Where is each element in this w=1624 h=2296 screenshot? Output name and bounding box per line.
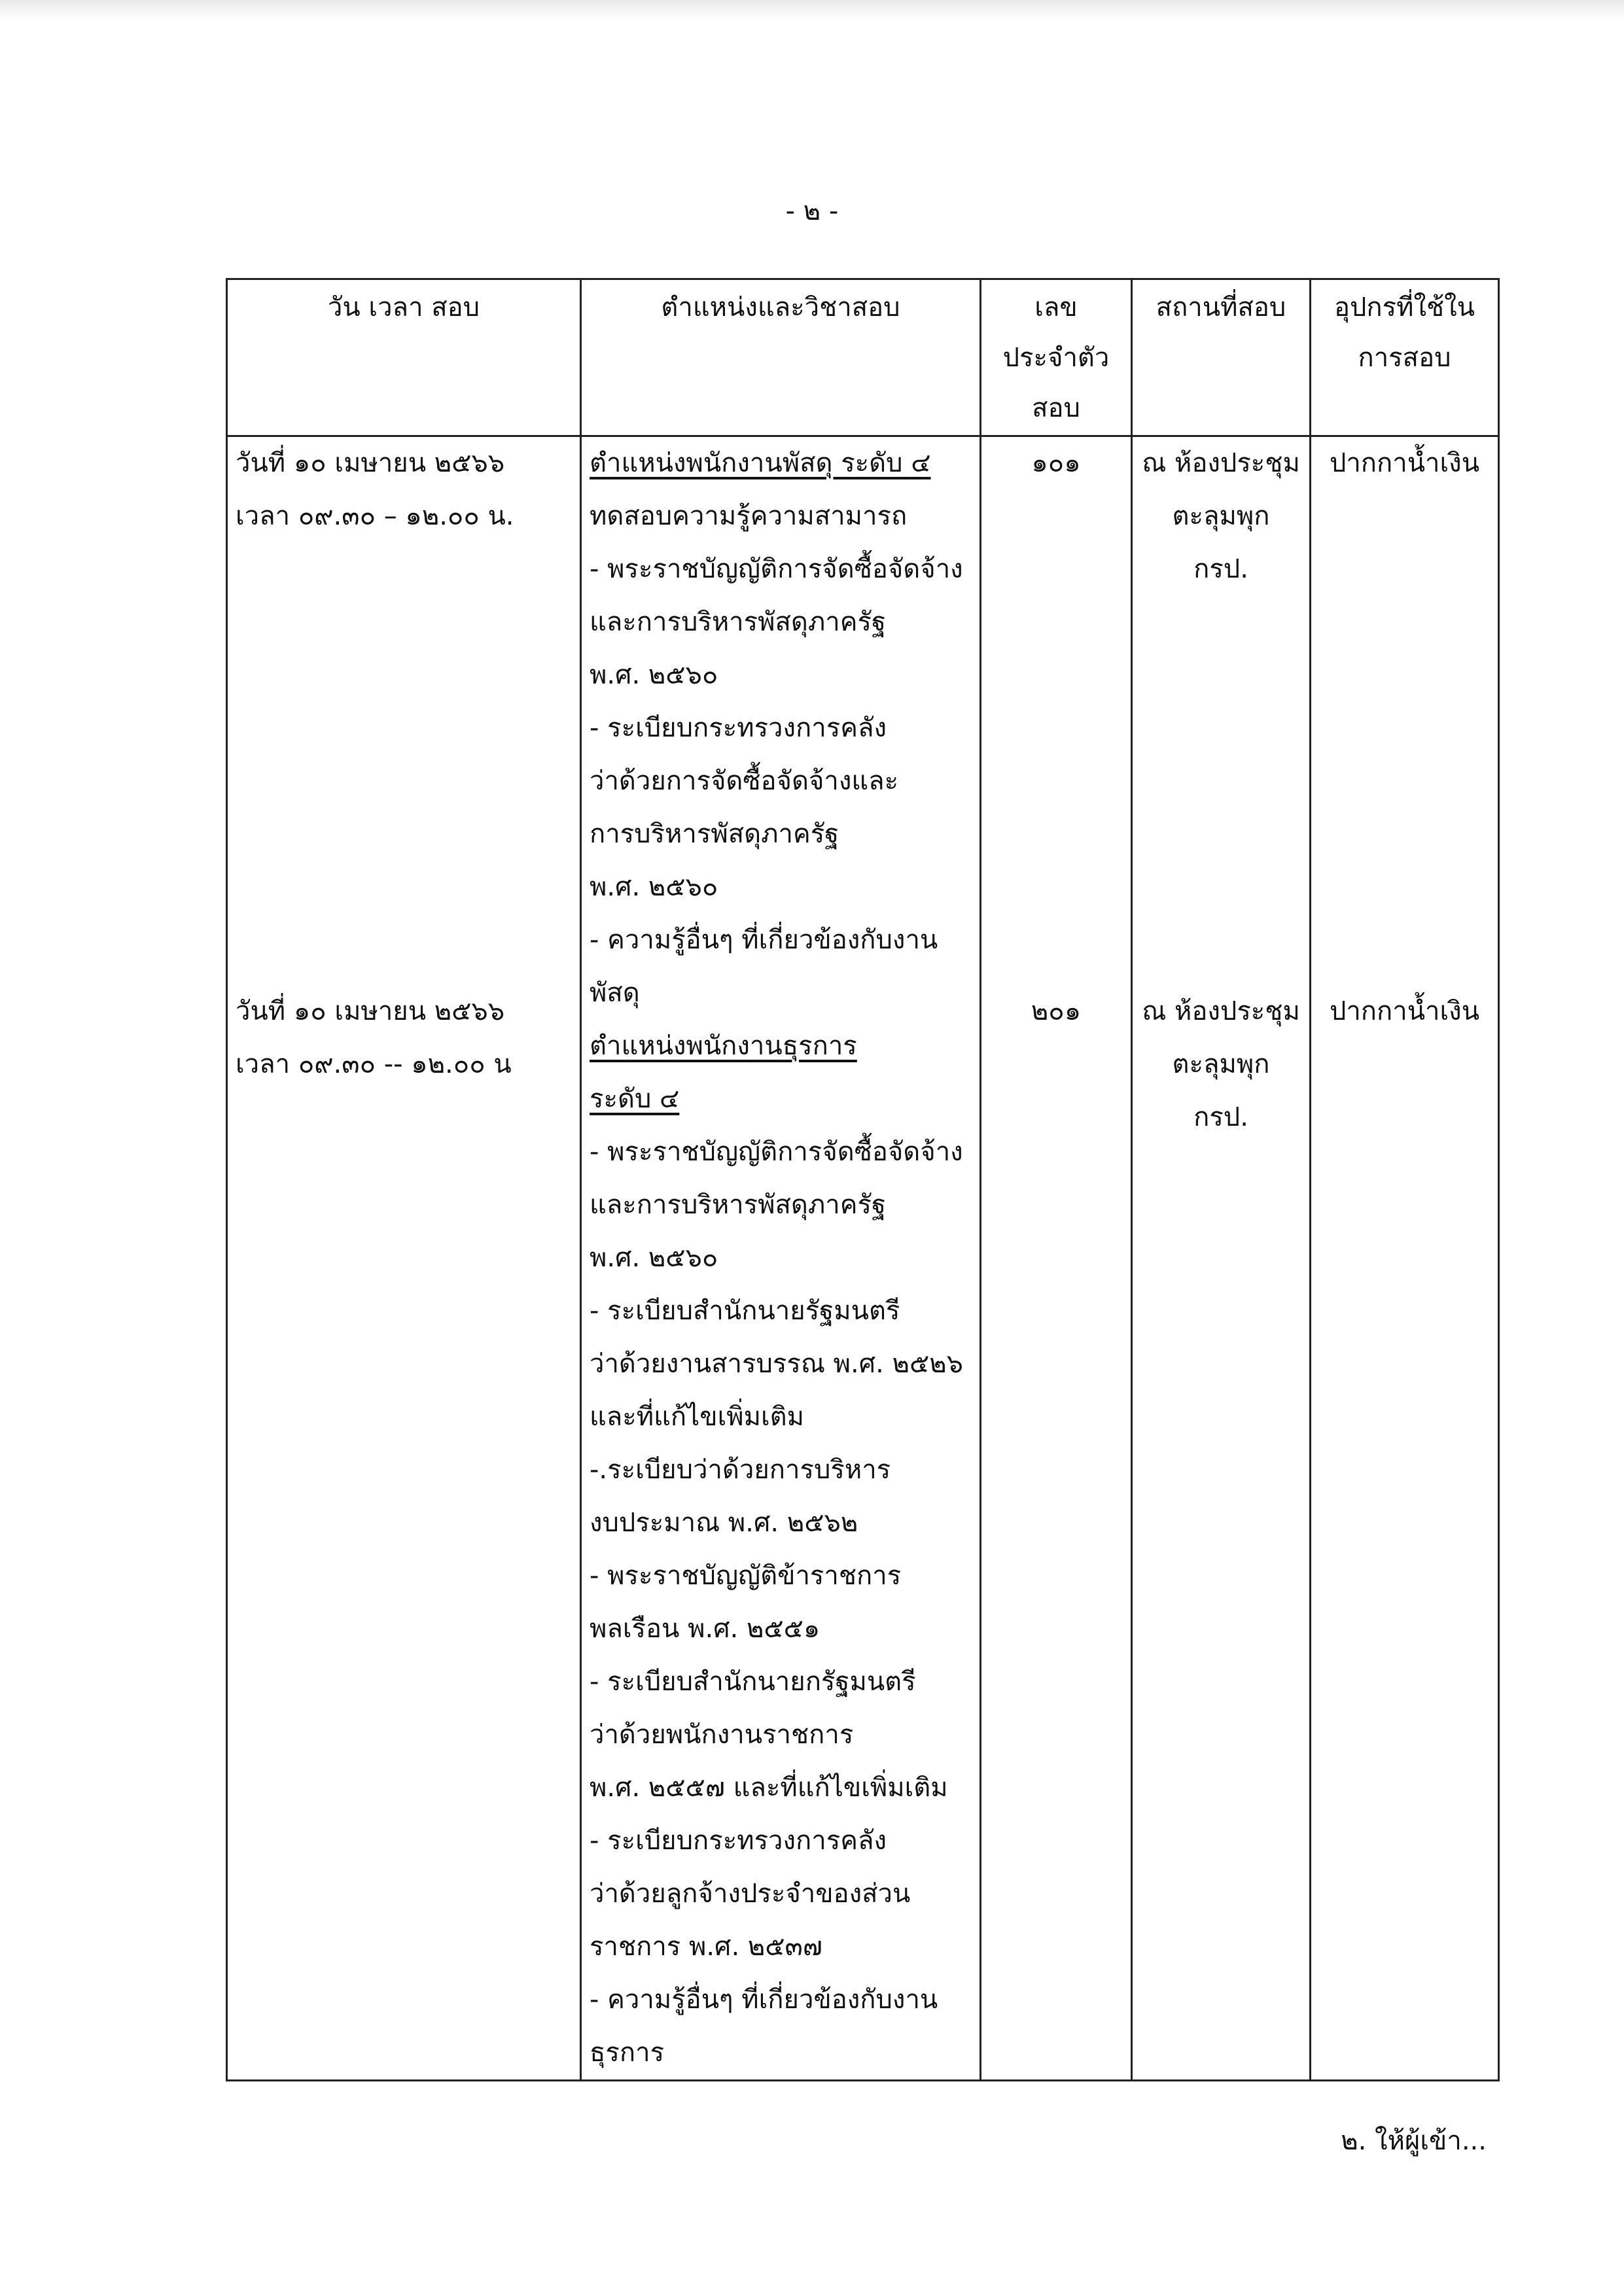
header-date-time: วัน เวลา สอบ bbox=[227, 279, 581, 436]
subject-line: งบประมาณ พ.ศ. ๒๕๖๒ bbox=[590, 1508, 858, 1538]
subject-line: ว่าด้วยลูกจ้างประจำของส่วน bbox=[590, 1879, 911, 1909]
subject-line: - ระเบียบกระทรวงการคลัง bbox=[590, 713, 887, 743]
header-equipment bbox=[1311, 279, 1499, 436]
subject-line: พ.ศ. ๒๕๖๐ bbox=[590, 872, 718, 902]
position-title: ตำแหน่งพนักงานพัสดุ ระดับ ๔ bbox=[590, 448, 931, 478]
exam-number: ๒๐๑ bbox=[1031, 996, 1082, 1026]
subject-line: ทดสอบความรู้ความสามารถ bbox=[590, 501, 908, 531]
subject-line: - ระเบียบกระทรวงการคลัง bbox=[590, 1826, 887, 1856]
exam-time: เวลา ๐๙.๓๐ – ๑๒.๐๐ น. bbox=[236, 501, 514, 531]
subject-line: พัสดุ bbox=[590, 978, 640, 1008]
venue-entry-2 bbox=[1140, 985, 1301, 1144]
header-exam-number bbox=[981, 279, 1132, 436]
subject-line: - ระเบียบสำนักนายกรัฐมนตรี bbox=[590, 1667, 916, 1697]
equipment: ปากกาน้ำเงิน bbox=[1329, 448, 1480, 478]
exam-time: เวลา ๐๙.๓๐ -- ๑๒.๐๐ น bbox=[236, 1049, 512, 1079]
exam-schedule-table bbox=[226, 278, 1500, 2081]
header-equipment-line: อุปกรที่ใช้ใน bbox=[1333, 292, 1475, 322]
position-subject-cell bbox=[581, 436, 981, 2081]
subject-line: ว่าด้วยงานสารบรรณ พ.ศ. ๒๕๒๖ bbox=[590, 1349, 963, 1379]
subject-line: - ความรู้อื่นๆ ที่เกี่ยวข้องกับงาน bbox=[590, 1985, 938, 2015]
subject-line: ราชการ พ.ศ. ๒๕๓๗ bbox=[590, 1932, 822, 1962]
subject-line: พ.ศ. ๒๕๕๗ และที่แก้ไขเพิ่มเติม bbox=[590, 1773, 948, 1803]
table-header-row bbox=[227, 279, 1499, 436]
exam-date-entry-1 bbox=[236, 437, 572, 985]
position-entry-2 bbox=[590, 1020, 972, 2079]
venue-line: กรป. bbox=[1193, 554, 1248, 584]
equipment-entry-2 bbox=[1319, 985, 1490, 1038]
header-exam-number-line: ประจำตัว bbox=[1002, 343, 1110, 373]
venue-cell bbox=[1132, 436, 1311, 2081]
subject-line: พ.ศ. ๒๕๖๐ bbox=[590, 660, 718, 690]
exam-number-entry-2 bbox=[989, 985, 1123, 1038]
subject-line: และการบริหารพัสดุภาครัฐ bbox=[590, 1190, 887, 1220]
subject-line: - ความรู้อื่นๆ ที่เกี่ยวข้องกับงาน bbox=[590, 925, 938, 955]
continuation-note: ๒. ให้ผู้เข้า... bbox=[1341, 2126, 1487, 2156]
header-equipment-line: การสอบ bbox=[1358, 343, 1451, 373]
subject-line: การบริหารพัสดุภาครัฐ bbox=[590, 819, 839, 849]
page-number: - ๒ - bbox=[785, 196, 839, 226]
position-title: ตำแหน่งพนักงานธุรการ bbox=[590, 1031, 857, 1061]
venue-line: ตะลุมพุก bbox=[1172, 1049, 1270, 1079]
venue-entry-1 bbox=[1140, 437, 1301, 985]
exam-number-entry-1 bbox=[989, 437, 1123, 985]
header-exam-number-line: สอบ bbox=[1032, 393, 1080, 423]
header-position-subject: ตำแหน่งและวิชาสอบ bbox=[581, 279, 981, 436]
scan-edge-shadow bbox=[0, 0, 1624, 20]
subject-line: และที่แก้ไขเพิ่มเติม bbox=[590, 1402, 805, 1432]
position-level: ระดับ ๔ bbox=[590, 1084, 680, 1114]
equipment: ปากกาน้ำเงิน bbox=[1329, 996, 1480, 1026]
subject-line: พ.ศ. ๒๕๖๐ bbox=[590, 1243, 718, 1273]
subject-line: พลเรือน พ.ศ. ๒๕๕๑ bbox=[590, 1614, 821, 1644]
header-venue: สถานที่สอบ bbox=[1132, 279, 1311, 436]
subject-line: และการบริหารพัสดุภาครัฐ bbox=[590, 607, 887, 637]
exam-date: วันที่ ๑๐ เมษายน ๒๕๖๖ bbox=[236, 996, 505, 1026]
exam-date-entry-2 bbox=[236, 985, 572, 1091]
exam-date: วันที่ ๑๐ เมษายน ๒๕๖๖ bbox=[236, 448, 505, 478]
venue-line: ณ ห้องประชุม bbox=[1142, 448, 1300, 478]
subject-line: ธุรการ bbox=[590, 2038, 665, 2068]
subject-line: - พระราชบัญญัติการจัดซื้อจัดจ้าง bbox=[590, 554, 963, 584]
subject-line: ว่าด้วยการจัดซื้อจัดจ้างและ bbox=[590, 766, 899, 796]
exam-number-cell bbox=[981, 436, 1132, 2081]
subject-line: - ระเบียบสำนักนายรัฐมนตรี bbox=[590, 1296, 900, 1326]
venue-line: กรป. bbox=[1193, 1102, 1248, 1132]
subject-line: -.ระเบียบว่าด้วยการบริหาร bbox=[590, 1455, 891, 1485]
equipment-cell bbox=[1311, 436, 1499, 2081]
venue-line: ตะลุมพุก bbox=[1172, 501, 1270, 531]
subject-line: ว่าด้วยพนักงานราชการ bbox=[590, 1720, 854, 1750]
subject-line: - พระราชบัญญัติข้าราชการ bbox=[590, 1561, 902, 1591]
exam-date-time-cell bbox=[227, 436, 581, 2081]
equipment-entry-1 bbox=[1319, 437, 1490, 985]
header-exam-number-line: เลข bbox=[1034, 292, 1078, 322]
position-entry-1 bbox=[590, 437, 972, 1020]
table-row bbox=[227, 436, 1499, 2081]
subject-line: - พระราชบัญญัติการจัดซื้อจัดจ้าง bbox=[590, 1137, 963, 1167]
venue-line: ณ ห้องประชุม bbox=[1142, 996, 1300, 1026]
exam-number: ๑๐๑ bbox=[1031, 448, 1081, 478]
